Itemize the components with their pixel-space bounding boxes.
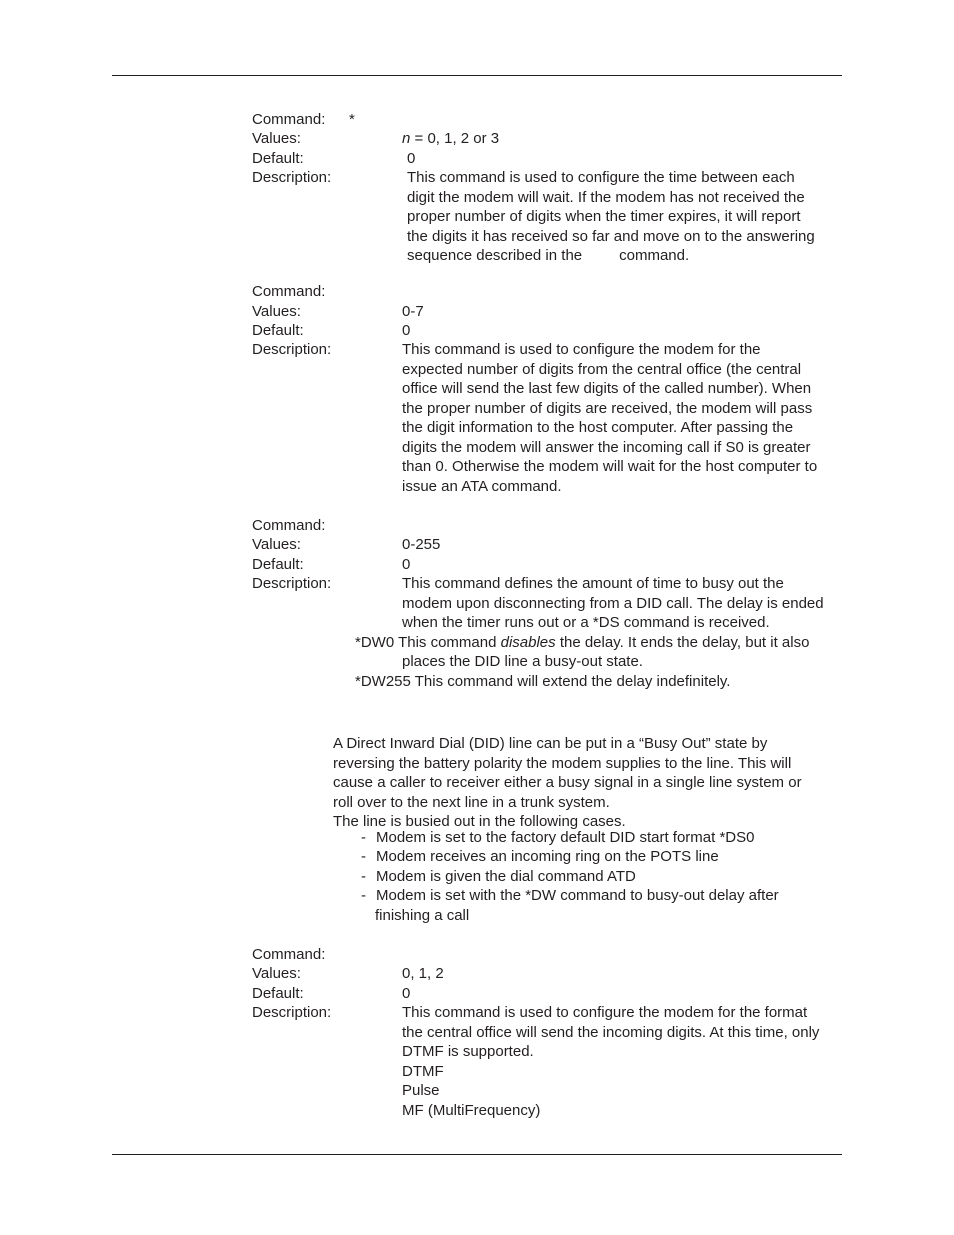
values-label: Values: (252, 536, 301, 553)
description-line: digit the modem will wait. If the modem has not received the (407, 188, 805, 206)
description-line: DTMF is supported. (402, 1043, 534, 1060)
format-option: MF (MultiFrequency) (402, 1101, 541, 1119)
format-option: Pulse (402, 1082, 440, 1099)
paragraph-line: cause a caller to receiver either a busy signal in a single line system or (333, 774, 802, 791)
description-line: issue an ATA command. (402, 477, 562, 495)
values-range: = 0, 1, 2 or 3 (410, 130, 500, 147)
description-line: the digit information to the host computer. After passing the (402, 419, 794, 436)
description-text (407, 168, 815, 266)
values-variable: n (402, 130, 411, 147)
command-value: * (349, 111, 355, 128)
description-line: digits the modem will answer the incoming call if S0 is greater (402, 438, 811, 456)
command-label: Command: (252, 946, 326, 963)
list-bullet: - (361, 868, 366, 885)
dw0-text: the delay. It ends the delay, but it also (555, 634, 810, 651)
description-fragment: command. (619, 247, 690, 264)
command-label: Command: (252, 283, 326, 300)
list-item-continuation: finishing a call (375, 907, 470, 924)
dw0-option (355, 633, 809, 653)
command-label: Command: (252, 111, 326, 128)
description-label: Description: (252, 169, 332, 186)
list-bullet: - (361, 848, 366, 865)
list-item: Modem is given the dial command ATD (376, 868, 636, 885)
list-bullet: - (361, 887, 366, 904)
dw255-option: *DW255 This command will extend the delay indefinitely. (355, 673, 731, 690)
format-option: DTMF (402, 1062, 444, 1080)
paragraph-line: roll over to the next line in a trunk system. (333, 793, 610, 811)
default-label: Default: (252, 322, 304, 339)
description-line: the central office will send the incoming digits. At this time, only (402, 1023, 820, 1041)
description-label: Description: (252, 575, 332, 592)
description-text (402, 574, 824, 633)
default-value: 0 (402, 985, 411, 1002)
description-line: This command defines the amount of time to busy out the (402, 575, 784, 592)
paragraph-intro: The line is busied out in the following cases. (333, 813, 626, 830)
description-line: the digits it has received so far and move on to the answering (407, 227, 815, 245)
default-label: Default: (252, 985, 304, 1002)
default-value: 0 (407, 150, 416, 167)
dw0-emphasis: disables (500, 634, 556, 651)
description-line: office will send the last few digits of the called number). When (402, 380, 812, 397)
values-value: 0-7 (402, 303, 424, 320)
values-value: 0-255 (402, 536, 441, 553)
description-line: This command is used to configure the modem for the format (402, 1004, 808, 1021)
list-item: Modem is set to the factory default DID start format *DS0 (376, 829, 755, 846)
description-line (407, 246, 815, 266)
paragraph-line: reversing the battery polarity the modem supplies to the line. This will (333, 754, 792, 772)
dw0-option-continuation: places the DID line a busy-out state. (402, 653, 643, 670)
default-value: 0 (402, 322, 411, 339)
values-value (402, 129, 499, 149)
list-item: Modem is set with the *DW command to busy-out delay after (376, 887, 779, 904)
values-label: Values: (252, 303, 301, 320)
description-line: modem upon disconnecting from a DID call. The delay is ended (402, 594, 824, 612)
list-item: Modem receives an incoming ring on the POTS line (376, 848, 719, 865)
description-line: proper number of digits when the timer expires, it will report (407, 208, 801, 225)
dw0-code: *DW0 (355, 634, 395, 651)
dw0-text: This command (394, 634, 501, 651)
command-label: Command: (252, 517, 326, 534)
default-label: Default: (252, 150, 304, 167)
values-label: Values: (252, 965, 301, 982)
description-text (402, 1003, 819, 1120)
description-fragment: sequence described in the (407, 247, 583, 264)
description-line: than 0. Otherwise the modem will wait for the host computer to (402, 458, 818, 475)
paragraph-line: A Direct Inward Dial (DID) line can be put in a “Busy Out” state by (333, 735, 768, 752)
description-line: the proper number of digits are received, the modem will pass (402, 399, 813, 417)
description-label: Description: (252, 341, 332, 358)
values-label: Values: (252, 130, 301, 147)
description-line: This command is used to configure the time between each (407, 169, 795, 186)
values-value: 0, 1, 2 (402, 965, 444, 982)
busy-out-paragraph (333, 734, 802, 832)
description-line: when the timer runs out or a *DS command is received. (402, 614, 770, 631)
description-line: This command is used to configure the modem for the (402, 341, 761, 358)
description-line: expected number of digits from the central office (the central (402, 360, 802, 378)
description-text (402, 340, 817, 496)
default-label: Default: (252, 556, 304, 573)
header-rule (112, 75, 842, 76)
default-value: 0 (402, 556, 411, 573)
description-label: Description: (252, 1004, 332, 1021)
list-bullet: - (361, 829, 366, 846)
footer-rule (112, 1154, 842, 1155)
